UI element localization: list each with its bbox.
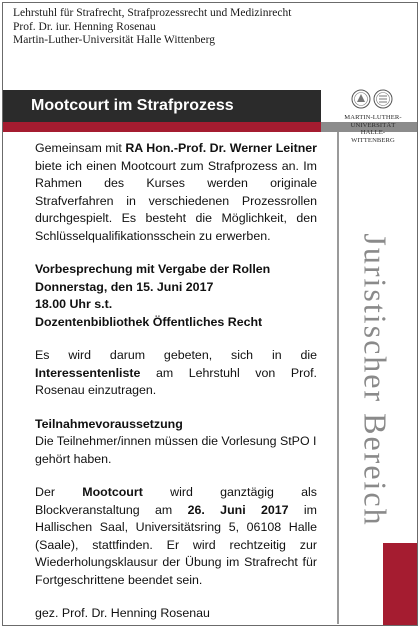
logo-line-3: HALLE-WITTENBERG — [351, 129, 395, 144]
header-university: Martin-Luther-Universität Halle Wittenberg — [13, 34, 215, 46]
title-bar — [3, 90, 321, 122]
intro-co-host: RA Hon.-Prof. Dr. Werner Leitner — [125, 141, 318, 155]
register-paragraph — [35, 347, 317, 400]
event-block — [35, 261, 317, 331]
register-text-1: Es wird darum gebeten, sich in die — [35, 348, 317, 362]
details-text-3: im Hallischen Saal, Universitätsring 5, 06108 Halle (Saale), stattfinden. Er wird rechtzeitig zur Wiederholungsklausur der Übung im Strafrecht für Fortgeschrittene beendet sein. — [35, 502, 317, 587]
register-list: Interessentenliste — [35, 365, 141, 380]
red-accent-strip — [3, 122, 321, 132]
event-location: Dozentenbibliothek Öffentliches Recht — [35, 314, 263, 329]
intro-text-1: Gemeinsam mit — [35, 141, 126, 155]
details-date: 26. Juni 2017 — [187, 502, 289, 517]
intro-text-2: biete ich einen Mootcourt zum Strafprozess an. Im Rahmen des Kurses werden originale Strafverfahren in verschiedenen Prozessrollen durchgespielt. Es besteht die Möglichkeit, den Schlüsselqualifikationsschein zu erwerben. — [35, 158, 317, 243]
requirement-block — [35, 416, 317, 469]
page-title: Mootcourt im Strafprozess — [31, 97, 234, 114]
logo-line-2: UNIVERSITÄT — [350, 121, 396, 129]
red-corner-block — [383, 543, 417, 625]
register-text-2: am Lehrstuhl von Prof. Rosenau einzutragen. — [35, 365, 317, 397]
chair-header — [13, 7, 291, 48]
vertical-divider — [337, 132, 339, 624]
flyer-body — [35, 140, 317, 623]
header-chair-name: Lehrstuhl für Strafrecht, Strafprozessrecht und Medizinrecht — [13, 7, 292, 19]
signature: gez. Prof. Dr. Henning Rosenau — [35, 606, 210, 620]
header-professor: Prof. Dr. iur. Henning Rosenau — [13, 20, 156, 33]
requirement-text: Die Teilnehmer/innen müssen die Vorlesung StPO I gehört haben. — [35, 434, 317, 466]
logo-line-1: MARTIN-LUTHER- — [344, 114, 402, 121]
details-mootcourt: Mootcourt — [82, 485, 143, 499]
university-logo — [339, 89, 407, 144]
details-paragraph — [35, 484, 317, 589]
requirement-heading: Teilnahmevoraussetzung — [35, 416, 183, 431]
flyer-page — [2, 2, 418, 626]
side-title: Juristischer Bereich — [357, 233, 394, 527]
details-text-1: Der — [35, 485, 83, 499]
event-date: Donnerstag, den 15. Juni 2017 — [35, 279, 214, 294]
event-title: Vorbesprechung mit Vergabe der Rollen — [35, 262, 271, 276]
university-seal-icon — [351, 89, 395, 109]
event-time: 18.00 Uhr s.t. — [35, 297, 113, 311]
intro-paragraph — [35, 140, 317, 245]
details-text-2: wird ganztägig als Blockveranstaltung am — [35, 485, 317, 517]
